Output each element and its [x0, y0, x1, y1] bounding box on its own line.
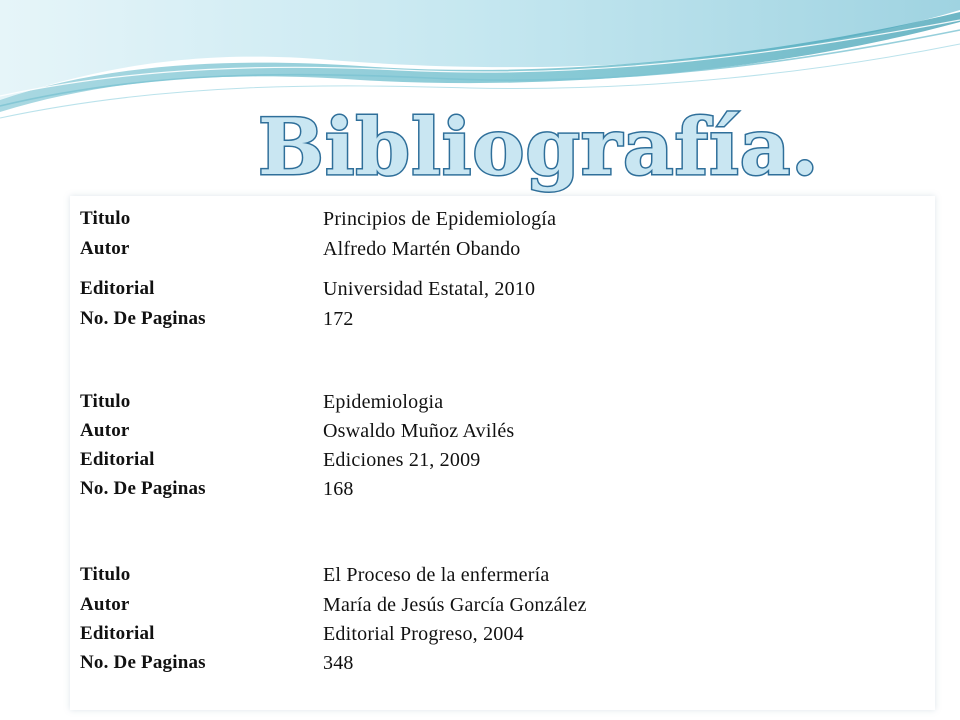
- field-label: Autor: [80, 594, 130, 615]
- field-row-editorial: [80, 278, 930, 308]
- field-value: María de Jesús García González: [323, 594, 587, 616]
- field-value: El Proceso de la enfermería: [323, 564, 550, 586]
- book-entry-2: [80, 391, 930, 507]
- field-value: Oswaldo Muñoz Avilés: [323, 420, 515, 442]
- field-row-author: [80, 420, 930, 449]
- field-label: Editorial: [80, 278, 155, 299]
- field-value: 168: [323, 478, 354, 500]
- field-label: No. De Paginas: [80, 478, 206, 499]
- field-label: No. De Paginas: [80, 308, 206, 329]
- field-row-pages: [80, 652, 930, 681]
- field-value: Principios de Epidemiología: [323, 208, 557, 230]
- field-value: Alfredo Martén Obando: [323, 238, 521, 260]
- field-label: No. De Paginas: [80, 652, 206, 673]
- field-row-title: [80, 391, 930, 420]
- field-row-author: [80, 594, 930, 623]
- field-row-author: [80, 238, 930, 278]
- field-value: 348: [323, 652, 354, 674]
- field-row-title: [80, 208, 930, 238]
- field-label: Editorial: [80, 449, 155, 470]
- field-value: Editorial Progreso, 2004: [323, 623, 524, 645]
- field-row-pages: [80, 308, 930, 338]
- slide-title-text: Bibliografía.: [258, 102, 820, 193]
- field-row-editorial: [80, 623, 930, 652]
- field-label: Editorial: [80, 623, 155, 644]
- book-entry-1: [80, 208, 930, 338]
- field-label: Autor: [80, 238, 130, 259]
- field-value: 172: [323, 308, 354, 330]
- field-row-editorial: [80, 449, 930, 478]
- field-label: Titulo: [80, 564, 131, 585]
- field-row-title: [80, 564, 930, 594]
- field-row-pages: [80, 478, 930, 507]
- field-value: Universidad Estatal, 2010: [323, 278, 536, 300]
- field-value: Epidemiologia: [323, 391, 444, 413]
- slide-title: [250, 96, 820, 196]
- field-label: Autor: [80, 420, 130, 441]
- field-label: Titulo: [80, 391, 131, 412]
- field-value: Ediciones 21, 2009: [323, 449, 481, 471]
- book-entry-3: [80, 564, 930, 681]
- field-label: Titulo: [80, 208, 131, 229]
